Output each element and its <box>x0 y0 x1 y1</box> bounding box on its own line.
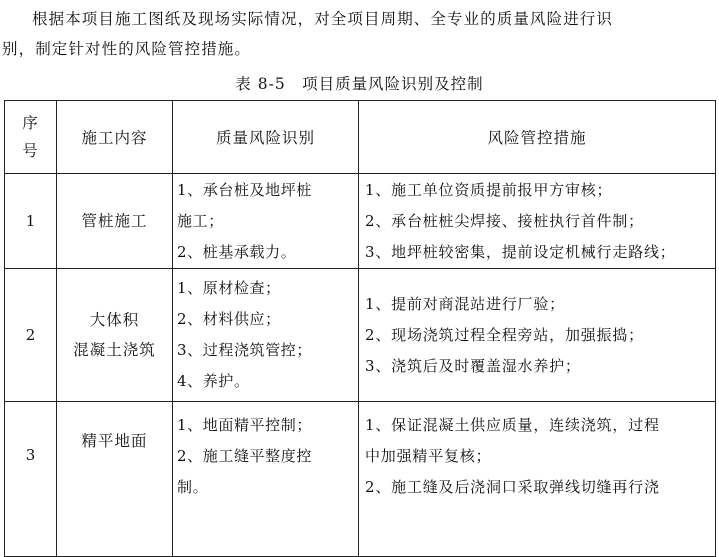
row-index: 2 <box>5 269 57 402</box>
risk-line: 1、地面精平控制； <box>177 416 312 434</box>
row-content <box>57 402 173 557</box>
risk-line: 1、承台桩及地坪桩 <box>177 180 312 199</box>
risk-line: 施工； <box>177 211 224 230</box>
risk-line: 2、施工缝平整度控 <box>177 447 312 465</box>
risk-line: 1、原材检查； <box>177 279 281 297</box>
row-index: 1 <box>5 174 57 269</box>
table-header-row <box>5 101 716 174</box>
header-index-line-1: 序 <box>22 114 39 132</box>
header-index <box>5 101 57 174</box>
risk-line: 4、养护。 <box>177 372 250 390</box>
table-row <box>5 402 716 557</box>
row-risks <box>173 174 359 269</box>
row-controls <box>359 269 716 402</box>
control-line: 2、施工缝及后浇洞口采取弹线切缝再行浇 <box>365 478 660 496</box>
control-line: 2、现场浇筑过程全程旁站，加强振捣； <box>365 325 644 344</box>
table-row <box>5 174 716 269</box>
risk-line: 3、过程浇筑管控； <box>177 341 312 359</box>
row-risks <box>173 269 359 402</box>
control-line: 1、提前对商混站进行厂验； <box>365 294 565 313</box>
risk-line: 2、材料供应； <box>177 310 281 328</box>
control-line: 中加强精平复核； <box>365 447 492 465</box>
control-line: 3、地坪桩较密集，提前设定机械行走路线； <box>365 242 676 261</box>
content-line: 管桩施工 <box>81 212 148 230</box>
table-row <box>5 269 716 402</box>
control-line: 2、承台桩桩尖焊接、接桩执行首件制； <box>365 211 644 230</box>
header-control: 风险管控措施 <box>359 101 716 174</box>
content-line: 精平地面 <box>81 432 148 450</box>
quality-risk-table <box>4 100 716 557</box>
risk-line: 制。 <box>177 478 209 496</box>
table-caption: 表 8-5 项目质量风险识别及控制 <box>235 75 484 93</box>
risk-line: 2、桩基承载力。 <box>177 242 297 261</box>
header-risk: 质量风险识别 <box>173 101 359 174</box>
intro-paragraph <box>0 4 719 64</box>
intro-line-2: 别，制定针对性的风险管控措施。 <box>2 40 252 58</box>
content-line: 混凝土浇筑 <box>73 341 156 359</box>
content-line: 大体积 <box>89 311 140 329</box>
row-content <box>57 174 173 269</box>
header-content: 施工内容 <box>57 101 173 174</box>
control-line: 1、施工单位资质提前报甲方审核； <box>365 180 613 199</box>
row-content <box>57 269 173 402</box>
control-line: 3、浇筑后及时覆盖湿水养护； <box>365 356 581 375</box>
row-controls <box>359 174 716 269</box>
header-index-line-2: 号 <box>22 142 39 160</box>
control-line: 1、保证混凝土供应质量，连续浇筑，过程 <box>365 416 660 434</box>
intro-line-1: 根据本项目施工图纸及现场实际情况，对全项目周期、全专业的质量风险进行识 <box>32 10 614 28</box>
row-controls <box>359 402 716 557</box>
row-risks <box>173 402 359 557</box>
row-index: 3 <box>5 402 57 557</box>
